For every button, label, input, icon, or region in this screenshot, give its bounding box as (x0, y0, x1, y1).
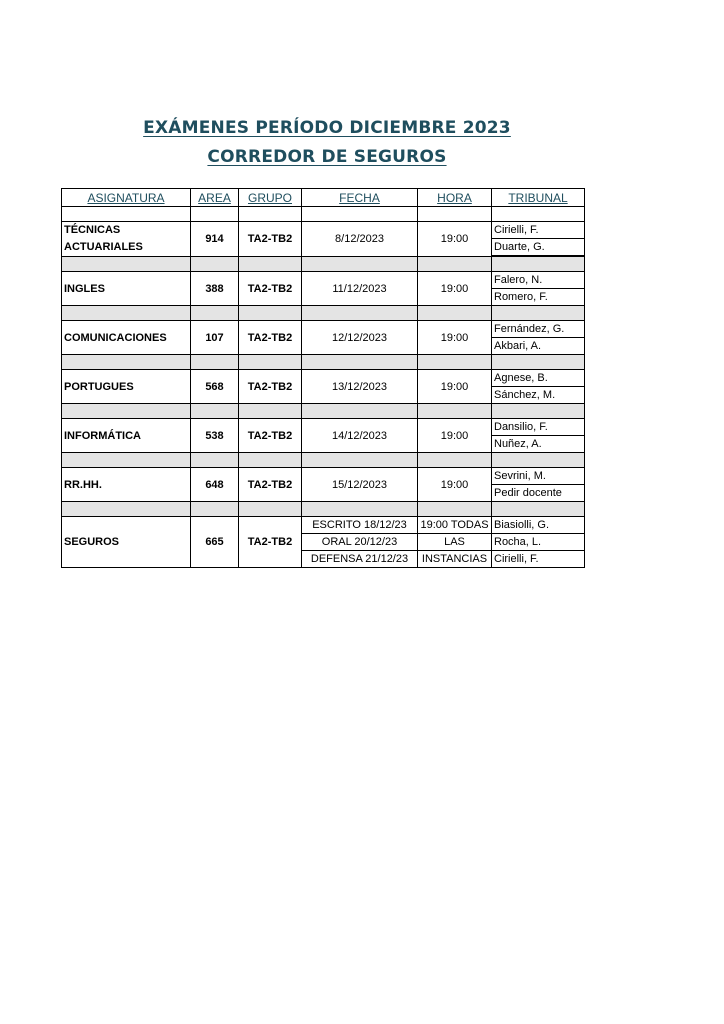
table-row (62, 222, 585, 239)
tribunal-cell: Rocha, L. (492, 534, 585, 551)
spacer-cell (492, 453, 585, 468)
exam-table-body (62, 207, 585, 568)
spacer-cell (191, 355, 239, 370)
grupo-cell: TA2-TB2 (239, 222, 302, 257)
area-cell: 914 (191, 222, 239, 257)
fecha-cell: 8/12/2023 (302, 222, 418, 257)
header-area: AREA (191, 189, 239, 207)
area-cell: 568 (191, 370, 239, 404)
fecha-cell: 11/12/2023 (302, 272, 418, 306)
header-tribunal: TRIBUNAL (492, 189, 585, 207)
tribunal-cell: Pedir docente (492, 485, 585, 502)
fecha-cell: 15/12/2023 (302, 468, 418, 502)
spacer-row (62, 257, 585, 272)
spacer-cell (302, 355, 418, 370)
title-line-2: CORREDOR DE SEGUROS (207, 147, 447, 167)
spacer-cell (492, 502, 585, 517)
header-fecha: FECHA (302, 189, 418, 207)
table-header-row (62, 189, 585, 207)
spacer-cell (302, 404, 418, 419)
tribunal-cell: Agnese, B. (492, 370, 585, 387)
table-row (62, 419, 585, 436)
table-row (62, 321, 585, 338)
spacer-cell (418, 207, 492, 222)
header-hora: HORA (418, 189, 492, 207)
spacer-cell (302, 257, 418, 272)
title-line-1: EXÁMENES PERÍODO DICIEMBRE 2023 (143, 118, 511, 138)
hora-cell: 19:00 (418, 419, 492, 453)
tribunal-cell: Cirielli, F. (492, 551, 585, 568)
spacer-row (62, 404, 585, 419)
grupo-cell: TA2-TB2 (239, 370, 302, 404)
hora-cell: INSTANCIAS (418, 551, 492, 568)
fecha-cell: DEFENSA 21/12/23 (302, 551, 418, 568)
spacer-cell (62, 306, 191, 321)
spacer-cell (62, 404, 191, 419)
asignatura-cell: COMUNICACIONES (62, 321, 191, 355)
fecha-cell: ORAL 20/12/23 (302, 534, 418, 551)
spacer-cell (62, 355, 191, 370)
tribunal-cell: Romero, F. (492, 289, 585, 306)
spacer-cell (492, 355, 585, 370)
spacer-cell (418, 355, 492, 370)
fecha-cell: 12/12/2023 (302, 321, 418, 355)
spacer-row (62, 355, 585, 370)
asignatura-cell: INGLES (62, 272, 191, 306)
spacer-cell (492, 207, 585, 222)
spacer-cell (302, 453, 418, 468)
spacer-cell (191, 257, 239, 272)
spacer-cell (239, 257, 302, 272)
spacer-cell (302, 306, 418, 321)
hora-cell: 19:00 (418, 321, 492, 355)
spacer-cell (239, 207, 302, 222)
hora-cell: 19:00 (418, 272, 492, 306)
spacer-cell (239, 306, 302, 321)
spacer-cell (191, 306, 239, 321)
spacer-cell (239, 453, 302, 468)
area-cell: 665 (191, 517, 239, 568)
grupo-cell: TA2-TB2 (239, 419, 302, 453)
grupo-cell: TA2-TB2 (239, 321, 302, 355)
spacer-cell (62, 257, 191, 272)
grupo-cell: TA2-TB2 (239, 517, 302, 568)
spacer-cell (62, 207, 191, 222)
exam-table (61, 188, 585, 568)
tribunal-cell: Dansilio, F. (492, 419, 585, 436)
area-cell: 648 (191, 468, 239, 502)
tribunal-cell: Nuñez, A. (492, 436, 585, 453)
asignatura-cell: RR.HH. (62, 468, 191, 502)
spacer-cell (191, 502, 239, 517)
tribunal-cell: Sevrini, M. (492, 468, 585, 485)
hora-cell: 19:00 TODAS (418, 517, 492, 534)
area-cell: 107 (191, 321, 239, 355)
spacer-cell (418, 502, 492, 517)
asignatura-cell: INFORMÁTICA (62, 419, 191, 453)
tribunal-cell: Falero, N. (492, 272, 585, 289)
asignatura-cell: TÉCNICAS ACTUARIALES (62, 222, 191, 257)
fecha-cell: ESCRITO 18/12/23 (302, 517, 418, 534)
spacer-row (62, 207, 585, 222)
grupo-cell: TA2-TB2 (239, 272, 302, 306)
asignatura-cell: PORTUGUES (62, 370, 191, 404)
spacer-cell (239, 404, 302, 419)
spacer-cell (492, 306, 585, 321)
spacer-cell (418, 257, 492, 272)
fecha-cell: 13/12/2023 (302, 370, 418, 404)
tribunal-cell: Akbari, A. (492, 338, 585, 355)
spacer-cell (239, 502, 302, 517)
spacer-row (62, 306, 585, 321)
spacer-cell (62, 502, 191, 517)
tribunal-cell: Biasiolli, G. (492, 517, 585, 534)
table-row (62, 517, 585, 534)
area-cell: 538 (191, 419, 239, 453)
header-grupo: GRUPO (239, 189, 302, 207)
tribunal-cell: Sánchez, M. (492, 387, 585, 404)
tribunal-cell: Cirielli, F. (492, 222, 585, 239)
table-row (62, 468, 585, 485)
spacer-row (62, 502, 585, 517)
spacer-cell (239, 355, 302, 370)
spacer-cell (418, 306, 492, 321)
table-row (62, 272, 585, 289)
table-row (62, 370, 585, 387)
spacer-cell (492, 257, 585, 272)
grupo-cell: TA2-TB2 (239, 468, 302, 502)
header-asignatura: ASIGNATURA (62, 189, 191, 207)
spacer-cell (191, 404, 239, 419)
fecha-cell: 14/12/2023 (302, 419, 418, 453)
hora-cell: LAS (418, 534, 492, 551)
hora-cell: 19:00 (418, 222, 492, 257)
spacer-cell (62, 453, 191, 468)
hora-cell: 19:00 (418, 468, 492, 502)
spacer-cell (492, 404, 585, 419)
tribunal-cell: Duarte, G. (492, 239, 585, 256)
area-cell: 388 (191, 272, 239, 306)
hora-cell: 19:00 (418, 370, 492, 404)
spacer-cell (302, 207, 418, 222)
spacer-row (62, 453, 585, 468)
spacer-cell (418, 453, 492, 468)
spacer-cell (191, 453, 239, 468)
spacer-cell (191, 207, 239, 222)
spacer-cell (302, 502, 418, 517)
spacer-cell (418, 404, 492, 419)
asignatura-cell: SEGUROS (62, 517, 191, 568)
tribunal-cell: Fernández, G. (492, 321, 585, 338)
